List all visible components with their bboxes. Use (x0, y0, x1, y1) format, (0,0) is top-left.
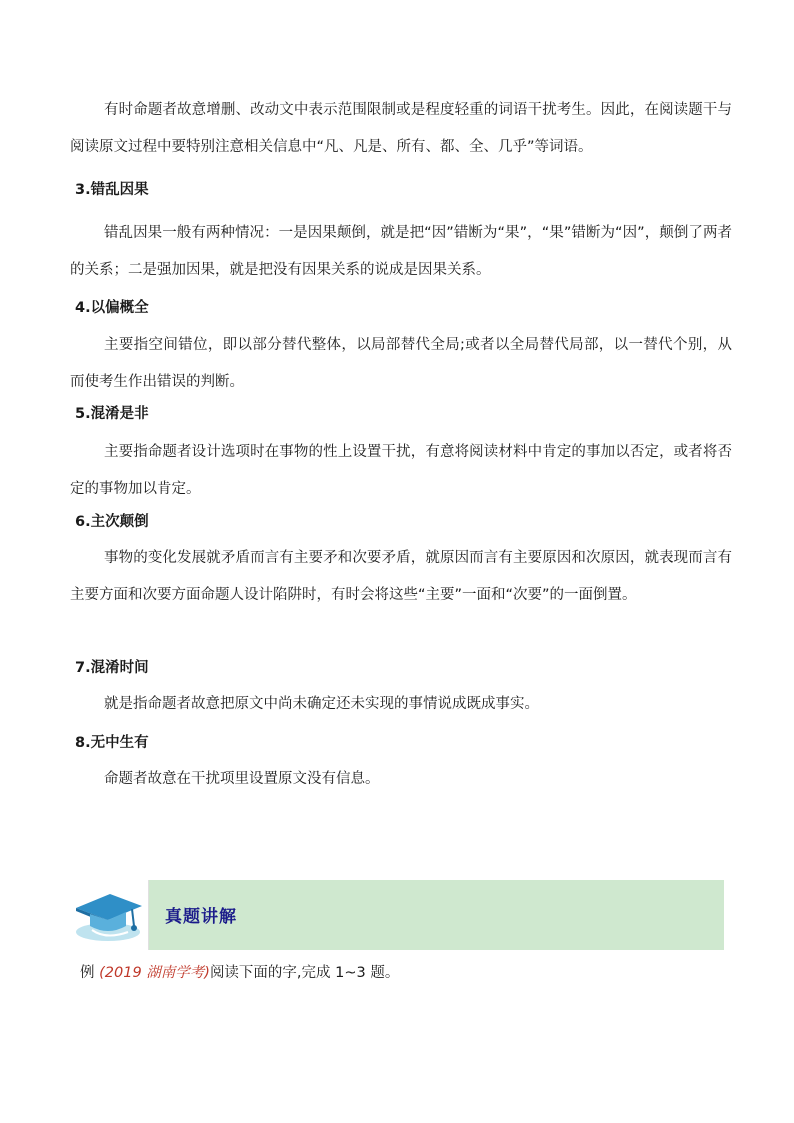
example-line (80, 962, 399, 984)
paragraph-confuse-time: 就是指命题者故意把原文中尚未确定还未实现的事情说成既成事实。 (104, 696, 539, 712)
heading-confuse-right-wrong: 5.混淆是非 (75, 406, 149, 422)
example-source: (2019 湖南学考) (99, 965, 210, 981)
graduation-cap-icon (70, 880, 149, 950)
heading-fabrication: 8.无中生有 (75, 735, 149, 751)
heading-primary-secondary: 6.主次颠倒 (75, 514, 149, 530)
paragraph-range-limit: 有时命题者故意增删、改动文中表示范围限制或是程度轻重的词语干扰考生。因此，在阅读题干与阅读原文过程中要特别注意相关信息中“凡、凡是、所有、都、全、几乎”等词语。 (70, 102, 732, 155)
paragraph-wrong-causality: 错乱因果一般有两种情况：一是因果颠倒，就是把“因”错断为“果”，“果”错断为“因”，颠倒了两者的关系；二是强加因果，就是把没有因果关系的说成是因果关系。 (70, 225, 732, 278)
heading-partial-whole: 4.以偏概全 (75, 300, 149, 316)
paragraph-confuse-right-wrong: 主要指命题者设计选项时在事物的性上设置干扰，有意将阅读材料中肯定的事加以否定，或者将否定的事物加以肯定。 (70, 444, 732, 497)
heading-confuse-time: 7.混淆时间 (75, 660, 149, 676)
paragraph-fabrication: 命题者故意在干扰项里设置原文没有信息。 (104, 771, 380, 787)
paragraph-primary-secondary: 事物的变化发展就矛盾而言有主要矛和次要矛盾，就原因而言有主要原因和次原因，就表现而言有主要方面和次要方面命题人设计陷阱时，有时会将这些“主要”一面和“次要”的一面倒置。 (70, 550, 732, 603)
banner-title: 真题讲解 (165, 907, 237, 927)
example-text: 阅读下面的字,完成 1~3 题。 (209, 965, 400, 981)
heading-wrong-causality: 3.错乱因果 (75, 182, 149, 198)
section-banner (70, 880, 724, 950)
paragraph-partial-whole: 主要指空间错位，即以部分替代整体，以局部替代全局;或者以全局替代局部，以一替代个别，从而使考生作出错误的判断。 (70, 337, 732, 390)
example-prefix: 例 (80, 965, 95, 981)
